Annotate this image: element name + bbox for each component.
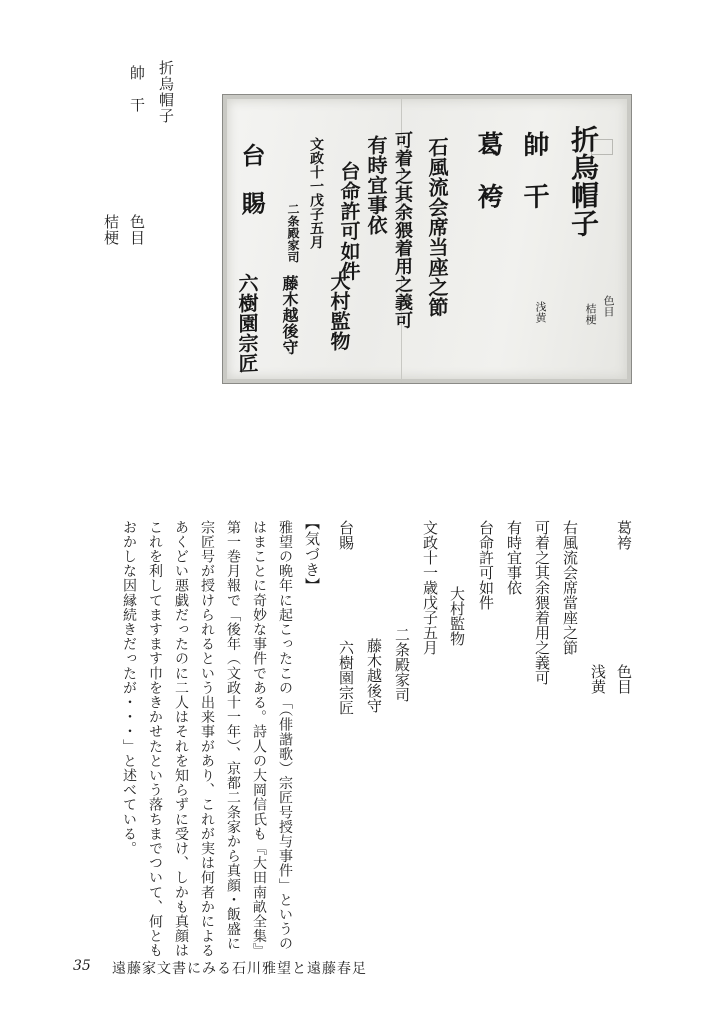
photo-line-sui-kan: 帥 干 [519,130,549,210]
photo-line-bunsei: 文政十一戊子五月 [308,136,324,250]
transcription-nijo: 二条殿家司 [393,627,411,702]
header-sui-kan: 帥 干 [128,65,146,113]
transcription-omura: 大村監物 [448,586,466,646]
note-line-2: はまことに奇妙な事件である。詩人の大岡信氏も『大田南畝全集』 [251,520,267,958]
photo-line-omura: 大村監物 [327,270,351,352]
photo-small-kikyo: 桔梗 [584,302,597,326]
header-irome: 色目 [128,214,146,246]
note-line-5: あくどい悪戯だったのに二人はそれを知らずに受け、しかも真顔は [173,520,189,958]
transcription-fujiki: 藤木越後守 [365,638,383,713]
note-line-3: 第一巻月報で「後年（文政十一年）、京都二条家から真顔・飯盛に [225,520,241,951]
note-heading: 【気づき】 [303,515,321,593]
transcription-asagi: 浅黄 [589,664,607,694]
photo-line-eboshi: 折烏帽子 [567,124,600,238]
photo-small-asagi: 浅黄 [534,300,547,324]
photo-line-rokujuen: 六樹園宗匠 [235,272,259,374]
note-line-6: これを利してますます巾をきかせたという落ちまでついて、何とも [147,520,163,958]
transcription-line-4: 台命許可如件 [477,520,495,610]
photo-line-taishi: 台 賜 [237,142,266,216]
photo-line-jigi: 有時宜事依 [364,134,388,236]
transcription-line-1: 右風流会席當座之節 [561,520,579,655]
transcription-irome: 色目 [615,664,633,694]
header-eboshi: 折烏帽子 [157,60,175,124]
photo-line-tairei: 台命許可如件 [337,160,361,282]
photo-line-kakama: 葛 袴 [473,130,503,210]
note-line-7: おかしな因縁続きだったが・・・」と述べている。 [121,520,137,856]
transcription-bunsei: 文政十一歳戊子五月 [421,520,439,655]
note-line-1: 雅望の晩年に起こったこの「（俳諧歌）宗匠号授与事件」というの [277,520,293,951]
photo-line-furyu: 石風流会席当座之節 [425,136,449,318]
transcription-rokujuen: 六樹園宗匠 [337,640,355,715]
transcription-line-2: 可着之其余猥着用之義可 [533,520,551,685]
running-title: 遠藤家文書にみる石川雅望と遠藤春足 [112,961,367,977]
page-number: 35 [73,958,91,974]
header-kikyo: 桔梗 [102,214,120,246]
photo-line-nijo: 二条殿家司 [286,202,300,264]
handwritten-document-photo [222,94,632,384]
photo-line-fujiki: 藤木越後守 [280,274,299,356]
photo-line-kachaku: 可着之其余猥着用之義可 [392,130,413,330]
note-line-4: 宗匠号が授けられるという出来事があり、これが実は何者かによる [199,520,215,958]
photo-small-irome: 色目 [602,294,615,318]
transcription-kakama: 葛袴 [615,520,633,550]
transcription-taishi: 台賜 [337,520,355,550]
transcription-line-3: 有時宜事依 [505,520,523,595]
